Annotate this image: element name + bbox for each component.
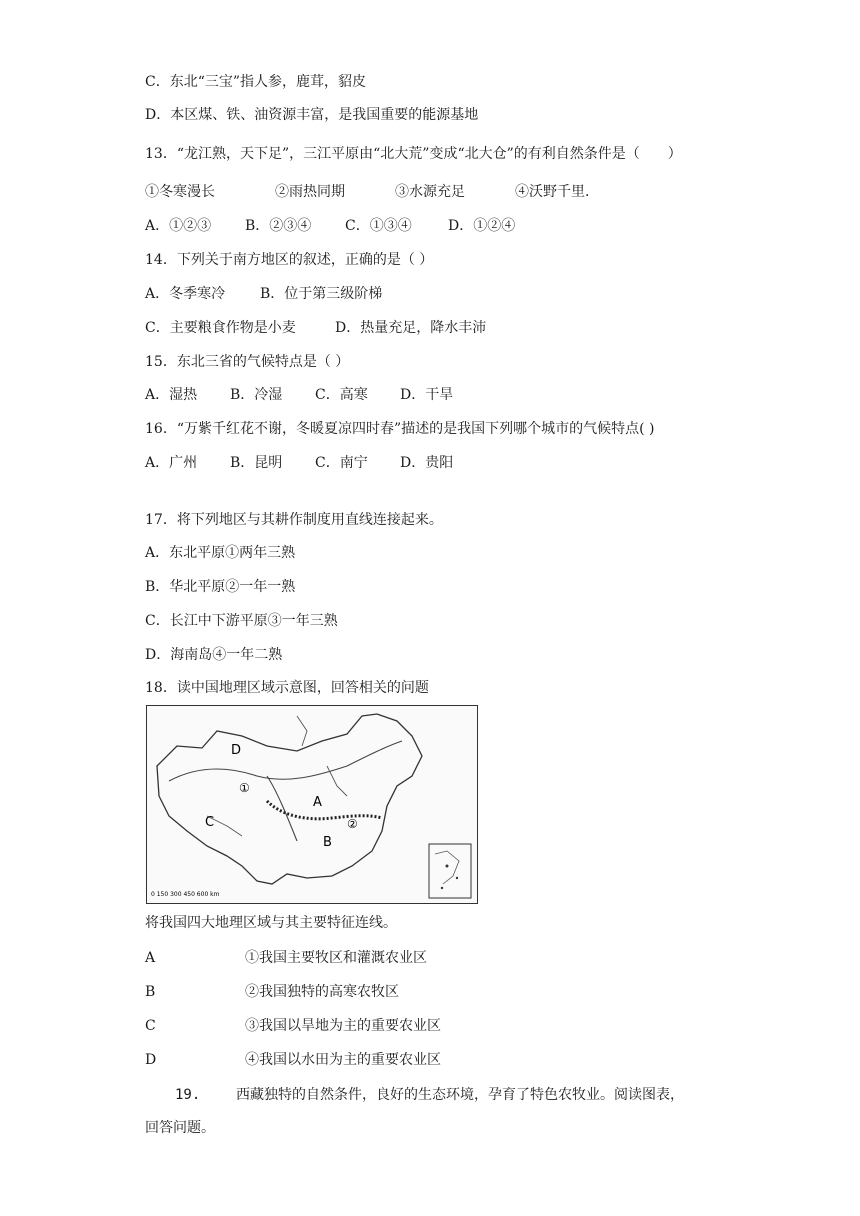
q15-options bbox=[145, 385, 453, 405]
china-outline bbox=[157, 714, 422, 884]
region-boundary-north bbox=[169, 741, 402, 781]
q14-option: B．位于第三级阶梯 bbox=[260, 286, 383, 302]
region-boundary-west bbox=[267, 776, 297, 841]
q14-option: A．冬季寒冷 bbox=[145, 286, 226, 302]
map-label-c: C bbox=[205, 815, 215, 830]
q14-option: D．热量充足，降水丰沛 bbox=[335, 320, 487, 336]
q14-options-ab bbox=[145, 284, 382, 304]
q13-item: ③水源充足 bbox=[395, 184, 465, 200]
match-key: C bbox=[145, 1018, 156, 1034]
match-value: ②我国独特的高寒农牧区 bbox=[245, 984, 399, 1000]
q13-option: A．①②③ bbox=[145, 218, 212, 234]
q13-option: D．①②④ bbox=[448, 218, 516, 234]
q13-option: B．②③④ bbox=[245, 218, 312, 234]
map-label-b: B bbox=[323, 835, 332, 850]
q15-option: B．冷湿 bbox=[230, 387, 283, 403]
q12-option-d: D．本区煤、铁、油资源丰富，是我国重要的能源基地 bbox=[145, 107, 479, 123]
q17-item-d: D．海南岛④一年二熟 bbox=[145, 647, 283, 663]
q15-option: C．高寒 bbox=[315, 387, 368, 403]
q17-item-b: B．华北平原②一年一熟 bbox=[145, 579, 296, 595]
q16-options bbox=[145, 453, 453, 473]
china-region-map bbox=[146, 705, 478, 904]
question-16: 16．“万紫千红花不谢，冬暖夏凉四时春”描述的是我国下列哪个城市的气候特点( ) bbox=[145, 421, 655, 437]
q13-item: ④沃野千里． bbox=[515, 184, 599, 200]
q16-option: C．南宁 bbox=[315, 455, 368, 471]
match-value: ③我国以旱地为主的重要农业区 bbox=[245, 1018, 441, 1034]
q17-item-a: A．东北平原①两年三熟 bbox=[145, 545, 296, 561]
q17-item-c: C．长江中下游平原③一年三熟 bbox=[145, 613, 338, 629]
match-key: D bbox=[145, 1052, 157, 1068]
q18-instruction: 将我国四大地理区域与其主要特征连线。 bbox=[145, 915, 397, 931]
map-marker-2: ② bbox=[347, 817, 358, 831]
q13-item: ①冬寒漫长 bbox=[145, 184, 215, 200]
map-marker-1: ① bbox=[239, 781, 250, 795]
china-map-drawing bbox=[147, 706, 477, 903]
question-14: 14．下列关于南方地区的叙述，正确的是（ ） bbox=[145, 252, 434, 268]
q14-option: C．主要粮食作物是小麦 bbox=[145, 320, 296, 336]
question-13: 13．“龙江熟，天下足”，三江平原由“北大荒”变成“北大仓”的有利自然条件是（ ） bbox=[145, 146, 682, 162]
q13-condition-list bbox=[145, 182, 599, 202]
question-17: 17．将下列地区与其耕作制度用直线连接起来。 bbox=[145, 512, 443, 528]
match-value: ④我国以水田为主的重要农业区 bbox=[245, 1052, 441, 1068]
q16-option: D．贵阳 bbox=[400, 455, 454, 471]
q13-item: ②雨热同期 bbox=[275, 184, 345, 200]
match-key: A bbox=[145, 950, 156, 966]
question-15: 15．东北三省的气候特点是（ ） bbox=[145, 354, 350, 370]
south-china-sea-inset bbox=[429, 844, 471, 898]
q15-option: A．湿热 bbox=[145, 387, 198, 403]
q15-option: D．干旱 bbox=[400, 387, 454, 403]
question-19-text-cont: 回答问题。 bbox=[145, 1120, 215, 1136]
river-lines bbox=[207, 716, 347, 836]
question-19-number: 19. bbox=[175, 1087, 201, 1103]
match-key: B bbox=[145, 984, 156, 1000]
question-19-text: 西藏独特的自然条件，良好的生态环境，孕育了特色农牧业。阅读图表， bbox=[236, 1087, 684, 1103]
q14-options-cd bbox=[145, 318, 486, 338]
map-label-d: D bbox=[231, 743, 242, 758]
question-18: 18．读中国地理区域示意图，回答相关的问题 bbox=[145, 680, 429, 696]
match-value: ①我国主要牧区和灌溉农业区 bbox=[245, 950, 427, 966]
q13-option: C．①③④ bbox=[345, 218, 412, 234]
q16-option: A．广州 bbox=[145, 455, 198, 471]
map-scale-bar: 0 150 300 450 600 km bbox=[151, 891, 220, 898]
map-label-a: A bbox=[313, 795, 322, 810]
q13-options bbox=[145, 216, 515, 236]
q12-option-c: C．东北“三宝”指人参，鹿茸，貂皮 bbox=[145, 74, 367, 90]
q16-option: B．昆明 bbox=[230, 455, 283, 471]
